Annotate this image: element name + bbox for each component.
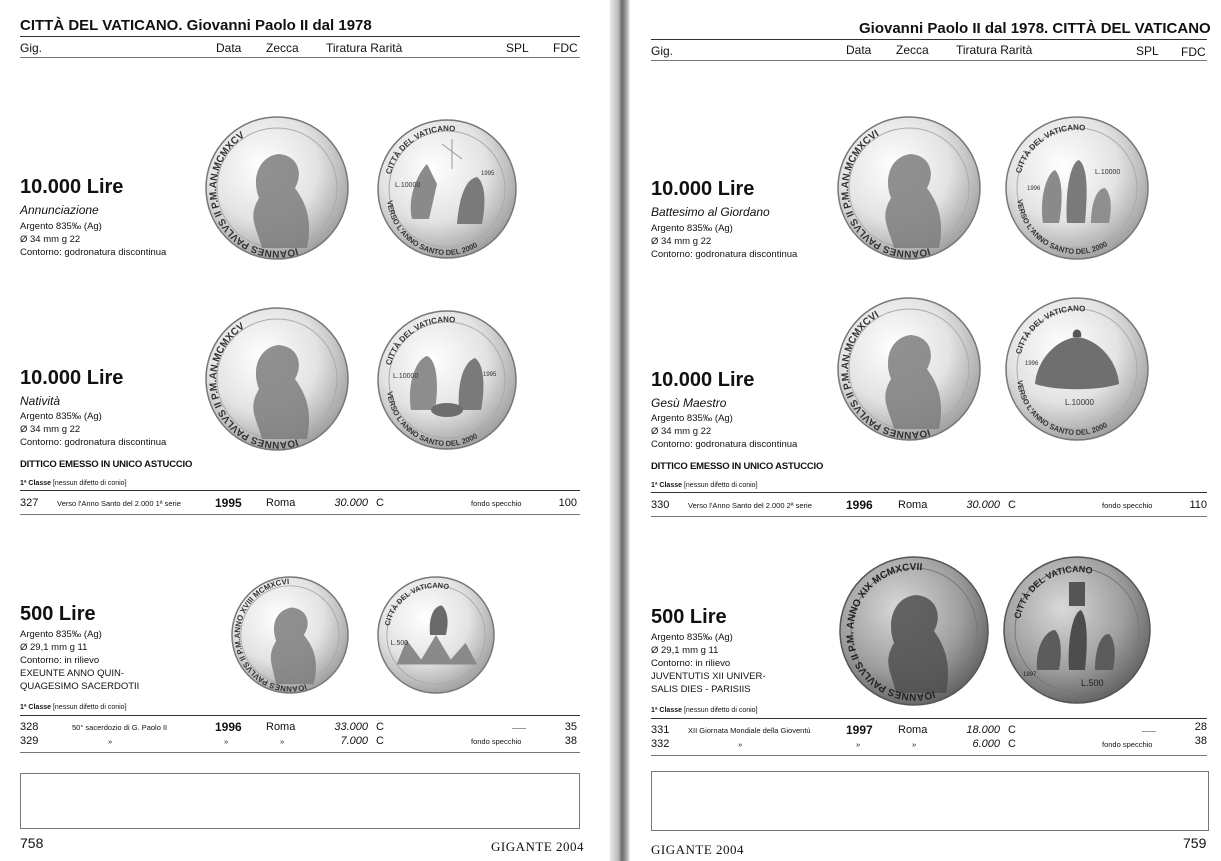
row-year: 1996 bbox=[215, 720, 242, 734]
classe-label: 1ª Classe [nessun difetto di conio] bbox=[20, 480, 127, 487]
row-zecca: Roma bbox=[266, 721, 296, 733]
coin-year: 1997 bbox=[1023, 672, 1037, 678]
row-tiratura: 7.000 bbox=[340, 735, 368, 747]
coin-spec: Ø 29,1 mm g 11 bbox=[651, 645, 719, 656]
notes-box bbox=[20, 773, 580, 829]
coin-spec: Argento 835‰ (Ag) bbox=[651, 223, 733, 234]
coin-legend: IOANNES PAVLVS II P.M.AN.MCMXCV bbox=[208, 130, 300, 259]
row-note: fondo specchio bbox=[1102, 740, 1153, 749]
col-spl: SPL bbox=[506, 41, 529, 55]
coin-year: 1996 bbox=[1025, 361, 1039, 367]
col-gig: Gig. bbox=[651, 44, 674, 58]
coin-spec: Ø 29,1 mm g 11 bbox=[20, 642, 88, 653]
coin-legend: IOANNES PAVLVS II P.M.AN.MCMXCVI bbox=[840, 128, 932, 259]
page-number: 758 bbox=[20, 835, 44, 851]
coin-spec: SALIS DIES - PARISIIS bbox=[651, 684, 751, 695]
coin-reverse-priesthood bbox=[376, 575, 496, 695]
row-fdc: 110 bbox=[1189, 499, 1207, 511]
coin-year: 1995 bbox=[481, 171, 495, 177]
coin-legend: CITTÀ DEL VATICANO bbox=[384, 314, 456, 367]
divider bbox=[651, 755, 1207, 756]
dittico-note: DITTICO EMESSO IN UNICO ASTUCCIO bbox=[651, 461, 824, 472]
classe-label: 1ª Classe [nessun difetto di conio] bbox=[651, 707, 758, 714]
notes-box bbox=[651, 771, 1209, 831]
gig-number: 327 bbox=[20, 497, 39, 509]
row-tiratura: 18.000 bbox=[966, 724, 1000, 736]
coin-obverse-pope-portrait bbox=[204, 306, 350, 452]
row-description: 50° sacerdozio di G. Paolo II bbox=[72, 723, 168, 732]
col-fdc: FDC bbox=[553, 41, 578, 55]
gig-number: 331 bbox=[651, 724, 670, 736]
row-rarita: C bbox=[1008, 499, 1016, 511]
coin-reverse-nativity bbox=[376, 309, 518, 451]
coin-subtitle: Gesù Maestro bbox=[651, 396, 727, 410]
coin-value: L.500 bbox=[1081, 678, 1104, 688]
coin-obverse-pope-portrait bbox=[204, 115, 350, 261]
classe-label: 1ª Classe [nessun difetto di conio] bbox=[651, 482, 758, 489]
coin-legend: CITTÀ DEL VATICANO bbox=[1014, 122, 1086, 175]
row-description: Verso l'Anno Santo del 2.000 1ª serie bbox=[57, 499, 181, 508]
col-data: Data bbox=[846, 43, 872, 57]
running-head: Giovanni Paolo II dal 1978. CITTÀ DEL VATICANO bbox=[859, 20, 1211, 37]
coin-subtitle: Annunciazione bbox=[20, 203, 99, 217]
coin-title: 500 Lire bbox=[651, 606, 727, 628]
divider bbox=[20, 514, 580, 515]
row-description: XII Giornata Mondiale della Gioventù bbox=[688, 726, 811, 735]
coin-spec: EXEUNTE ANNO QUIN- bbox=[20, 668, 124, 679]
col-data: Data bbox=[216, 41, 242, 55]
row-rarita: C bbox=[376, 721, 384, 733]
row-fdc: 38 bbox=[564, 735, 577, 747]
row-zecca: Roma bbox=[898, 724, 928, 736]
divider bbox=[20, 715, 580, 716]
coin-legend: IOANNES PAVLVS II P.M. ANNO XIX MCMXCVII bbox=[845, 561, 937, 702]
coin-title: 10.000 Lire bbox=[651, 178, 755, 200]
coin-value: L.10000 bbox=[395, 182, 421, 189]
coin-reverse-annunciation bbox=[376, 118, 518, 260]
coin-spec: Contorno: godronatura discontinua bbox=[651, 249, 798, 260]
row-description: » bbox=[738, 740, 743, 749]
divider bbox=[651, 718, 1207, 719]
coin-title: 10.000 Lire bbox=[20, 367, 124, 389]
row-rarita: C bbox=[376, 497, 384, 509]
divider bbox=[651, 60, 1207, 61]
gig-number: 332 bbox=[651, 738, 670, 750]
row-note: fondo specchio bbox=[471, 499, 522, 508]
book-gutter bbox=[610, 0, 630, 861]
coin-year: 1996 bbox=[1027, 186, 1041, 192]
row-description: » bbox=[108, 737, 113, 746]
spl-dash bbox=[1142, 731, 1156, 732]
row-zecca: Roma bbox=[266, 497, 296, 509]
page-number: 759 bbox=[1183, 835, 1207, 851]
row-zecca: » bbox=[912, 740, 917, 749]
col-zecca: Zecca bbox=[896, 43, 929, 57]
coin-spec: Ø 34 mm g 22 bbox=[651, 236, 712, 247]
coin-spec: Argento 835‰ (Ag) bbox=[651, 413, 733, 424]
coin-obverse-pope-portrait bbox=[836, 296, 982, 442]
row-year: » bbox=[224, 737, 229, 746]
divider bbox=[20, 490, 580, 491]
divider bbox=[651, 492, 1207, 493]
coin-value: L.500 bbox=[390, 639, 408, 647]
row-tiratura: 30.000 bbox=[966, 499, 1000, 511]
col-tiratura: Tiratura Rarità bbox=[326, 41, 403, 55]
coin-legend: VERSO L'ANNO SANTO DEL 2000 bbox=[385, 390, 479, 449]
dittico-note: DITTICO EMESSO IN UNICO ASTUCCIO bbox=[20, 459, 193, 470]
row-rarita: C bbox=[1008, 738, 1016, 750]
coin-legend: CITTÀ DEL VATICANO bbox=[384, 123, 456, 176]
row-tiratura: 6.000 bbox=[972, 738, 1000, 750]
coin-reverse-youth-day bbox=[1002, 555, 1152, 705]
divider bbox=[20, 752, 580, 753]
row-rarita: C bbox=[376, 735, 384, 747]
col-gig: Gig. bbox=[20, 41, 43, 55]
row-year: 1996 bbox=[846, 498, 873, 512]
row-fdc: 100 bbox=[558, 497, 577, 509]
row-fdc: 28 bbox=[1194, 721, 1207, 733]
row-zecca: Roma bbox=[898, 499, 928, 511]
row-year: 1995 bbox=[215, 496, 242, 510]
divider bbox=[651, 39, 1207, 40]
coin-subtitle: Natività bbox=[20, 394, 61, 408]
right-page bbox=[630, 0, 1221, 861]
col-spl: SPL bbox=[1136, 44, 1159, 58]
coin-value: L.10000 bbox=[393, 373, 419, 380]
coin-subtitle: Battesimo al Giordano bbox=[651, 205, 770, 219]
coin-legend: IOANNES PAVLVS II P.M.AN.MCMXCV bbox=[208, 321, 300, 450]
left-page bbox=[0, 0, 610, 861]
coin-spec: Ø 34 mm g 22 bbox=[20, 234, 81, 245]
coin-reverse-baptism bbox=[1004, 115, 1150, 261]
coin-spec: Argento 835‰ (Ag) bbox=[20, 221, 102, 232]
coin-legend: VERSO L'ANNO SANTO DEL 2000 bbox=[1015, 198, 1109, 257]
col-fdc: FDC bbox=[1181, 45, 1206, 59]
coin-title: 10.000 Lire bbox=[20, 176, 124, 198]
coin-spec: Contorno: godronatura discontinua bbox=[20, 247, 167, 258]
coin-legend: CITTÀ DEL VATICANO bbox=[382, 580, 450, 627]
divider bbox=[20, 57, 580, 58]
coin-spec: Argento 835‰ (Ag) bbox=[20, 411, 102, 422]
coin-value: L.10000 bbox=[1095, 169, 1121, 176]
footer-title: GIGANTE 2004 bbox=[491, 839, 585, 854]
classe-label: 1ª Classe [nessun difetto di conio] bbox=[20, 704, 127, 711]
col-zecca: Zecca bbox=[266, 41, 299, 55]
coin-title: 500 Lire bbox=[20, 603, 96, 625]
coin-legend: VERSO L'ANNO SANTO DEL 2000 bbox=[385, 199, 479, 258]
coin-value: L.10000 bbox=[1065, 398, 1094, 407]
coin-spec: QUAGESIMO SACERDOTII bbox=[20, 681, 140, 692]
row-fdc: 38 bbox=[1194, 735, 1207, 747]
gig-number: 328 bbox=[20, 721, 39, 733]
coin-spec: JUVENTUTIS XII UNIVER- bbox=[651, 671, 766, 682]
divider bbox=[651, 516, 1207, 517]
coin-spec: Contorno: in rilievo bbox=[20, 655, 100, 666]
divider bbox=[20, 36, 580, 37]
row-year: 1997 bbox=[846, 723, 873, 737]
coin-legend: CITTÀ DEL VATICANO bbox=[1012, 563, 1094, 620]
coin-obverse-pope-portrait bbox=[836, 115, 982, 261]
coin-reverse-teaching bbox=[1004, 296, 1150, 442]
coin-spec: Ø 34 mm g 22 bbox=[20, 424, 81, 435]
coin-spec: Argento 835‰ (Ag) bbox=[651, 632, 733, 643]
coin-title: 10.000 Lire bbox=[651, 369, 755, 391]
coin-legend: IOANNES PAVLVS II P.M.AN.MCMXCVI bbox=[840, 309, 932, 440]
gig-number: 330 bbox=[651, 499, 670, 511]
coin-spec: Argento 835‰ (Ag) bbox=[20, 629, 102, 640]
coin-legend: IOANNES PAVLVS II P.M.ANNO XVIII MCMXCVI bbox=[232, 577, 308, 694]
row-note: fondo specchio bbox=[471, 737, 522, 746]
row-tiratura: 30.000 bbox=[334, 497, 368, 509]
coin-legend: VERSO L'ANNO SANTO DEL 2000 bbox=[1015, 379, 1109, 438]
running-head: CITTÀ DEL VATICANO. Giovanni Paolo II dal 1978 bbox=[20, 17, 372, 34]
coin-year: 1995 bbox=[483, 372, 497, 378]
coin-obverse-pope-portrait bbox=[838, 555, 990, 707]
coin-spec: Contorno: godronatura discontinua bbox=[651, 439, 798, 450]
row-rarita: C bbox=[1008, 724, 1016, 736]
row-description: Verso l'Anno Santo del 2.000 2ª serie bbox=[688, 501, 812, 510]
row-year: » bbox=[856, 740, 861, 749]
row-fdc: 35 bbox=[564, 721, 577, 733]
coin-spec: Contorno: in rilievo bbox=[651, 658, 731, 669]
row-zecca: » bbox=[280, 737, 285, 746]
coin-legend: CITTÀ DEL VATICANO bbox=[1014, 303, 1086, 356]
row-note: fondo specchio bbox=[1102, 501, 1153, 510]
coin-spec: Ø 34 mm g 22 bbox=[651, 426, 712, 437]
row-tiratura: 33.000 bbox=[334, 721, 368, 733]
coin-obverse-pope-portrait bbox=[230, 575, 350, 695]
gig-number: 329 bbox=[20, 735, 39, 747]
footer-title: GIGANTE 2004 bbox=[651, 842, 745, 857]
spl-dash bbox=[512, 728, 526, 729]
coin-spec: Contorno: godronatura discontinua bbox=[20, 437, 167, 448]
col-tiratura: Tiratura Rarità bbox=[956, 43, 1033, 57]
